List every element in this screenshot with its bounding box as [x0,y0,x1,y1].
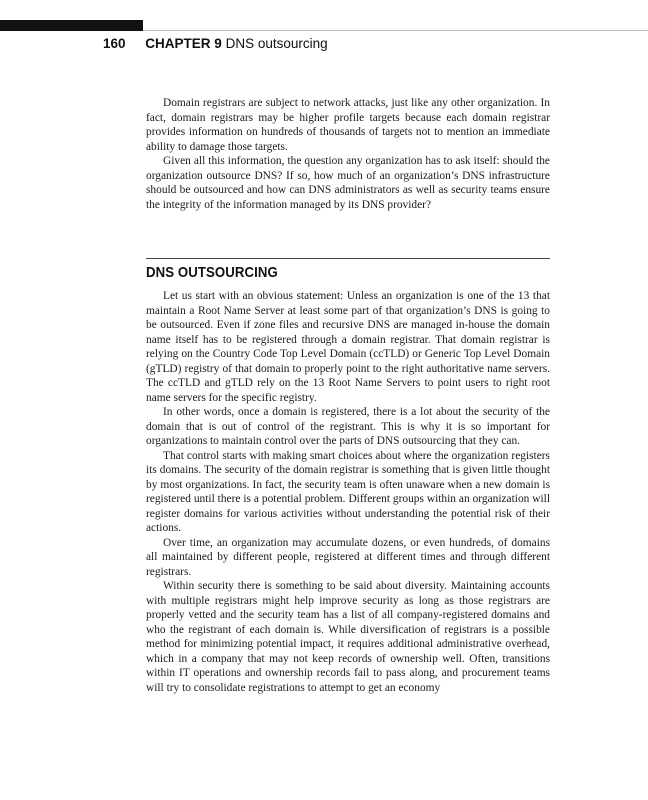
paragraph: Domain registrars are subject to network attacks, just like any other organization. In fact, domain registrars may be higher profile targets because each domain registrar provides information on hundreds of thousands of targets not to mention an immediate ability to damage those targets. [146,97,550,153]
header-bar [0,20,143,31]
chapter-label: CHAPTER 9 [145,36,222,51]
header-rule [143,30,648,31]
chapter-title: DNS outsourcing [225,36,328,51]
running-header [103,36,328,51]
paragraph: That control starts with making smart choices about where the organization registers its domains. The security of the domain registrar is something that is given little thought by most organizations. In fact, the security team is often unaware when a new domain is registered until there is a potential problem. Different groups within an organization will register domains for various activities without understanding the potential risk of their actions. [146,449,550,534]
paragraph: In other words, once a domain is registered, there is a lot about the security of the domain that is out of control of the registrant. This is why it is so important for organizations to maintain control over the parts of DNS outsourcing that they can. [146,406,550,447]
paragraph: Within security there is something to be said about diversity. Maintaining accounts with multiple registrars might help improve security as long as those registrars are properly vetted and the security team has a list of all company-registered domains and who the registrant of each domain is. While diversification of registrars is a possible method for minimizing potential impact, it requires additional administrative overhead, which in a company that may not keep records of ownership well. Often, transitions within IT operations and ownership records fail to pass along, and procurement teams will try to consolidate registrations to attempt to get an economy [146,580,550,694]
paragraph: Over time, an organization may accumulate dozens, or even hundreds, of domains all maintained by different people, registered at different times and through different registrars. [146,536,550,578]
page-number: 160 [103,36,126,51]
section-rule [146,258,550,259]
paragraph: Given all this information, the question any organization has to ask itself: should the organization outsource DNS? If so, how much of an organization’s DNS infrastructure should be outsourced and how can DNS administrators as well as security teams ensure the integrity of the information managed by its DNS provider? [146,155,550,211]
intro-text [146,96,550,212]
paragraph: Let us start with an obvious statement: Unless an organization is one of the 13 that maintain a Root Name Server at least some part of that organization’s DNS is going to be outsourced. Even if zone files and recursive DNS are managed in-house the domain name itself has to be registered through a domain registrar. That domain registrar is relying on the Country Code Top Level Domain (ccTLD) or Generic Top Level Domain (gTLD) registry of that domain to properly point to the right authoritative name servers. The ccTLD and gTLD rely on the 13 Root Name Servers to point users to right root name servers for the specific registry. [146,290,550,404]
section-heading: DNS OUTSOURCING [146,264,278,281]
section-dns-outsourcing [146,258,550,695]
